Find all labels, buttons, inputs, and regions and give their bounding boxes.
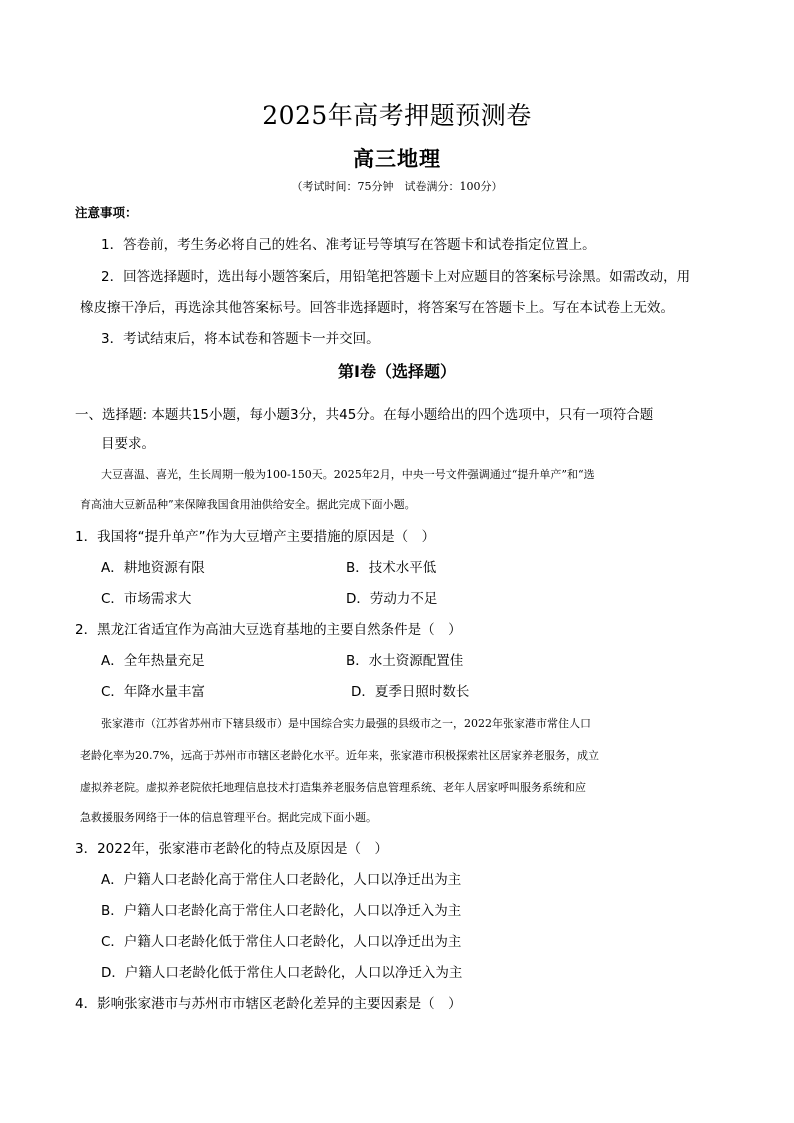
material-1-line-2: 育高油大豆新品种”来保障我国食用油供给安全。据此完成下面小题。 [80,498,416,511]
question-2-stem: 2．黑龙江省适宜作为高油大豆选育基地的主要自然条件是（ ） [75,622,462,638]
question-4-stem: 4．影响张家港市与苏州市市辖区老龄化差异的主要因素是（ ） [75,996,462,1012]
subject-title: 高三地理 [353,146,441,171]
notice-item-3: 3．考试结束后，将本试卷和答题卡一并交回。 [101,331,380,347]
question-2-option-a: A．全年热量充足 [101,653,205,669]
question-3-stem: 3．2022年，张家港市老龄化的特点及原因是（ ） [75,841,388,857]
section-instruction-line-2: 目要求。 [101,436,155,452]
question-2-option-d: D．夏季日照时数长 [351,684,470,700]
question-3-option-a: A．户籍人口老龄化高于常住人口老龄化，人口以净迁出为主 [101,872,462,888]
notice-item-2-line-1: 2．回答选择题时，选出每小题答案后，用铅笔把答题卡上对应题目的答案标号涂黑。如需改动，用 [101,269,691,285]
question-1-option-b: B．技术水平低 [346,560,437,576]
exam-title: 2025年高考押题预测卷 [262,101,532,130]
material-2-line-4: 急救援服务网络于一体的信息管理平台。据此完成下面小题。 [80,811,377,824]
question-1-option-c: C．市场需求大 [101,591,192,607]
question-1-stem: 1．我国将“提升单产”作为大豆增产主要措施的原因是（ ） [75,529,436,545]
notice-item-2-line-2: 橡皮擦干净后，再选涂其他答案标号。回答非选择题时，将答案写在答题卡上。写在本试卷上无效。 [80,300,674,316]
section-title: 第Ⅰ卷（选择题） [338,362,456,381]
question-3-option-c: C．户籍人口老龄化低于常住人口老龄化，人口以净迁出为主 [101,934,462,950]
notice-heading: 注意事项： [75,205,138,220]
question-3-option-b: B．户籍人口老龄化高于常住人口老龄化，人口以净迁入为主 [101,903,462,919]
question-1-option-a: A．耕地资源有限 [101,560,205,576]
notice-item-1: 1．答卷前，考生务必将自己的姓名、准考证号等填写在答题卡和试卷指定位置上。 [101,237,596,253]
question-2-option-b: B．水土资源配置佳 [346,653,464,669]
question-2-option-c: C．年降水量丰富 [101,684,205,700]
material-1-line-1: 大豆喜温、喜光，生长周期一般为100-150天。2025年2月，中央一号文件强调通过“提升单产”和“选 [101,468,595,481]
material-2-line-2: 老龄化率为20.7%，远高于苏州市市辖区老龄化水平。近年来，张家港市积极探索社区居家养老服务，成立 [80,749,599,762]
question-1-option-d: D．劳动力不足 [346,591,438,607]
exam-info: （考试时间：75分钟 试卷满分：100分） [291,180,503,193]
section-instruction-line-1: 一、选择题: 本题共15小题，每小题3分，共45分。在每小题给出的四个选项中，只有一项符合题 [75,407,654,423]
material-2-line-1: 张家港市（江苏省苏州市下辖县级市）是中国综合实力最强的县级市之一，2022年张家港市常住人口 [101,717,591,730]
question-3-option-d: D．户籍人口老龄化低于常住人口老龄化，人口以净迁入为主 [101,965,463,981]
material-2-line-3: 虚拟养老院。虚拟养老院依托地理信息技术打造集养老服务信息管理系统、老年人居家呼叫服务系统和应 [80,781,586,794]
